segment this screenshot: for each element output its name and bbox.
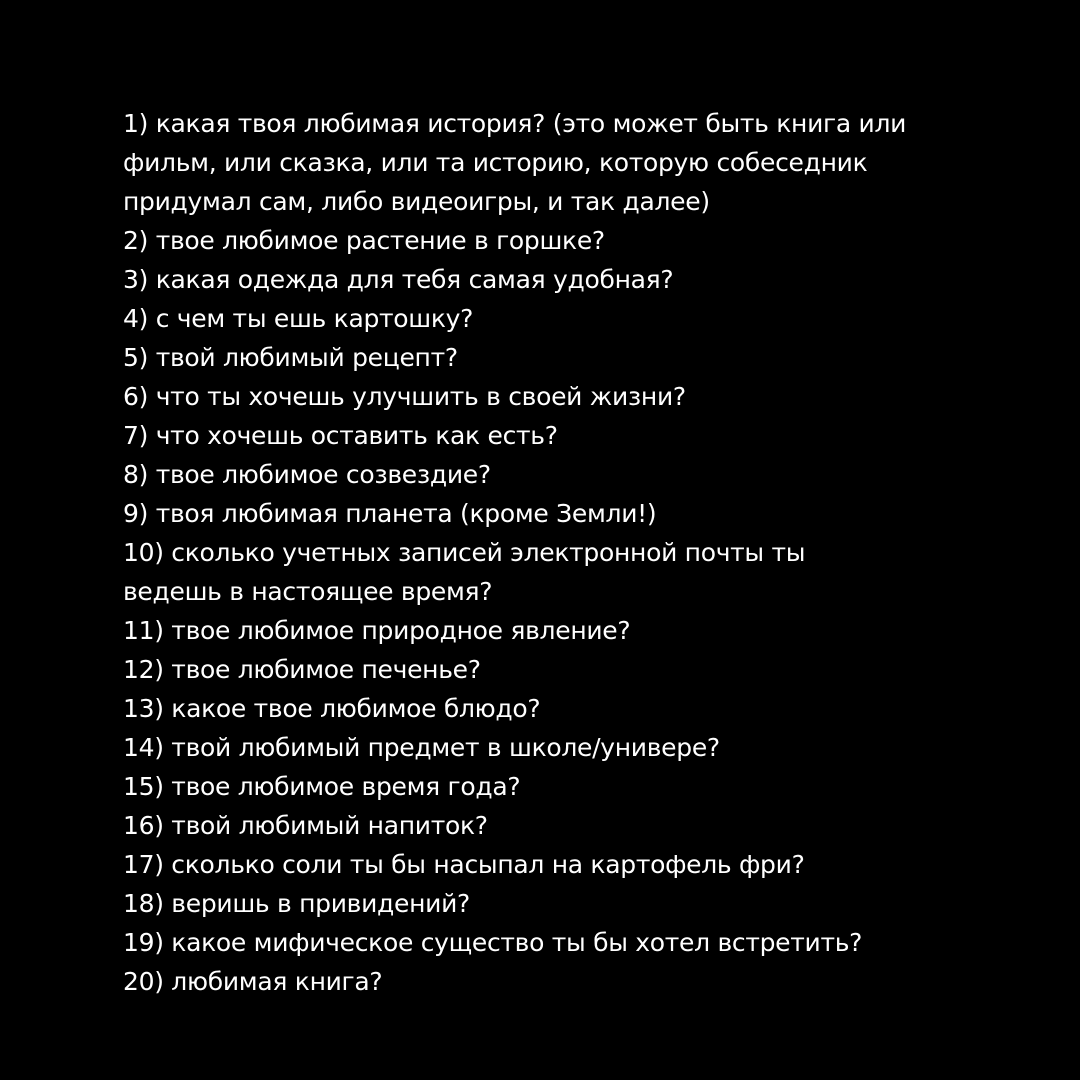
question-line: 20) любимая книга? [123, 967, 383, 996]
question-line: 11) твое любимое природное явление? [123, 616, 631, 645]
question-line: 13) какое твое любимое блюдо? [123, 694, 541, 723]
question-line: придумал сам, либо видеоигры, и так далее) [123, 187, 710, 216]
question-line: ведешь в настоящее время? [123, 577, 493, 606]
question-list [123, 104, 963, 1001]
question-line: 1) какая твоя любимая история? (это может быть книга или [123, 109, 907, 138]
question-line: 3) какая одежда для тебя самая удобная? [123, 265, 674, 294]
question-line: 2) твое любимое растение в горшке? [123, 226, 605, 255]
question-line: 5) твой любимый рецепт? [123, 343, 458, 372]
question-line: 18) веришь в привидений? [123, 889, 470, 918]
question-line: 15) твое любимое время года? [123, 772, 521, 801]
question-line: 14) твой любимый предмет в школе/универе? [123, 733, 720, 762]
question-line: 4) с чем ты ешь картошку? [123, 304, 474, 333]
question-line: 9) твоя любимая планета (кроме Земли!) [123, 499, 657, 528]
question-line: 19) какое мифическое существо ты бы хотел встретить? [123, 928, 863, 957]
question-line: 16) твой любимый напиток? [123, 811, 488, 840]
question-line: 7) что хочешь оставить как есть? [123, 421, 558, 450]
question-line: 6) что ты хочешь улучшить в своей жизни? [123, 382, 686, 411]
question-line: 8) твое любимое созвездие? [123, 460, 491, 489]
question-line: 10) сколько учетных записей электронной почты ты [123, 538, 806, 567]
question-line: 17) сколько соли ты бы насыпал на картофель фри? [123, 850, 805, 879]
question-line: 12) твое любимое печенье? [123, 655, 481, 684]
question-line: фильм, или сказка, или та историю, которую собеседник [123, 148, 868, 177]
